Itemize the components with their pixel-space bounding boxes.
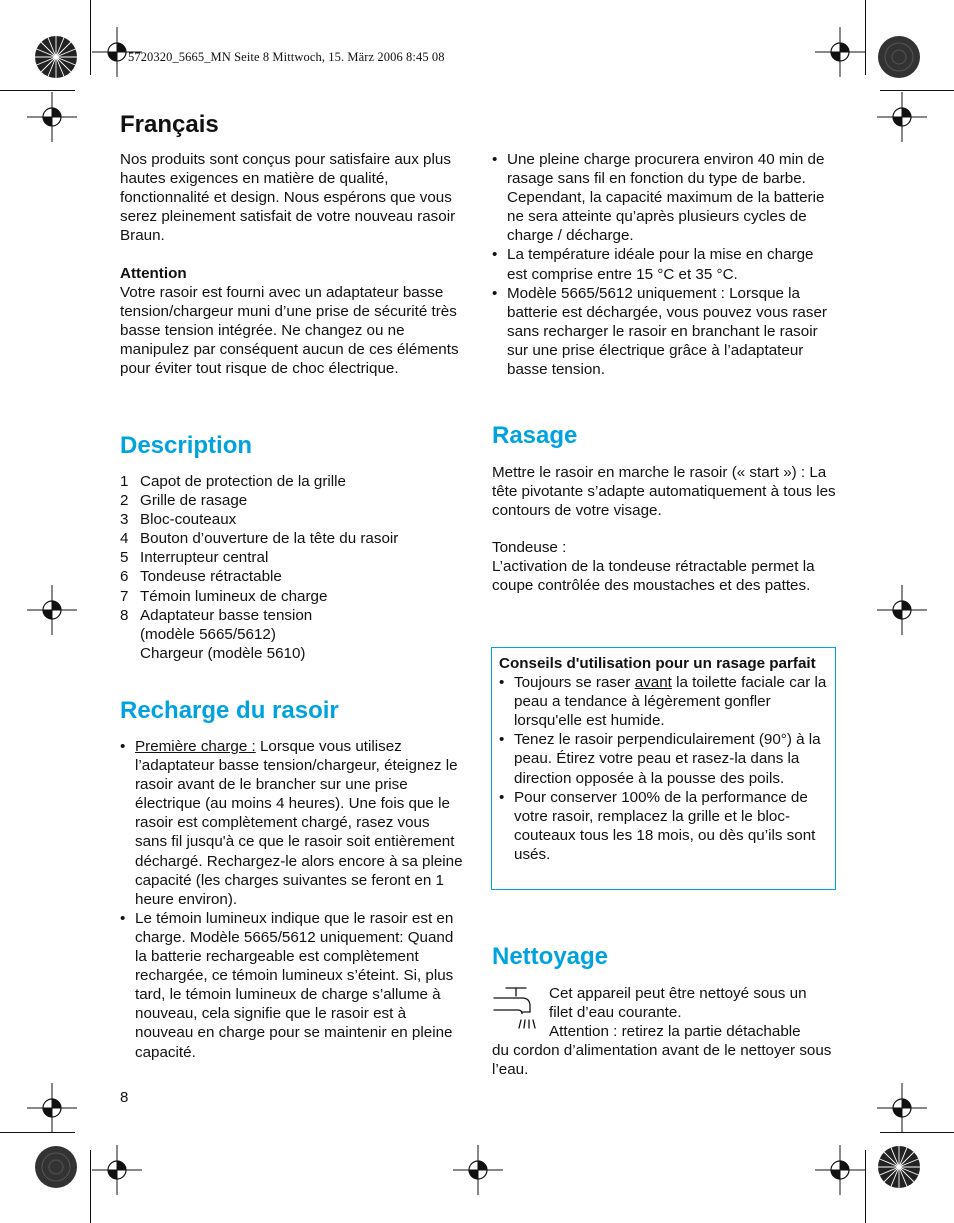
registration-mark	[877, 585, 927, 635]
list-item: • Toujours se raser avant la toilette faciale car la peau a tendance à légèrement gonfler lorsqu'elle est humide.	[499, 674, 827, 730]
starburst-mark	[34, 35, 78, 79]
list-item: 8 Adaptateur basse tension (modèle 5665/5612) Chargeur (modèle 5610)	[120, 606, 313, 662]
crop-line	[865, 0, 866, 75]
registration-mark	[27, 92, 77, 142]
nettoyage-text-indented: Cet appareil peut être nettoyé sous un filet d’eau courante. Attention : retirez la partie détachable	[549, 985, 807, 1041]
tondeuse-text: L’activation de la tondeuse rétractable permet la coupe contrôlée des moustaches et des pattes.	[492, 558, 815, 595]
tondeuse-section	[492, 538, 837, 595]
registration-mark	[27, 1083, 77, 1133]
faucet-icon	[492, 986, 540, 1032]
crop-line	[0, 90, 75, 91]
crop-line	[90, 0, 91, 75]
list-item: • La température idéale pour la mise en charge est comprise entre 15 °C et 35 °C.	[492, 246, 814, 283]
tips-heading: Conseils d'utilisation pour un rasage parfait	[499, 655, 816, 672]
recharge-bullets-right	[492, 150, 837, 379]
recharge-bullets-left	[120, 737, 465, 1062]
crop-line	[880, 90, 954, 91]
list-item: 4 Bouton d’ouverture de la tête du rasoir	[120, 530, 399, 548]
list-item: • Le témoin lumineux indique que le rasoir est en charge. Modèle 5665/5612 uniquement: Quand la batterie rechargeable est complètement rechargée, ce témoin lumineux s’éteint. Si, plus tard, le témoin lumineux de charge s’allume à nouveau, cela signifie que le rasoir est à nouveau en charge pour se maintenir en pleine capacité.	[120, 909, 454, 1061]
registration-mark	[27, 585, 77, 635]
recharge-heading: Recharge du rasoir	[120, 697, 339, 724]
parts-list	[120, 472, 465, 663]
registration-mark	[815, 27, 865, 77]
list-item: • Première charge : Lorsque vous utilisez l’adaptateur basse tension/chargeur, éteignez le rasoir avant de le brancher sur une prise électrique (au moins 4 heures). Une fois que le rasoir est complètement chargé, rasez vous sans fil jusqu'à ce que le rasoir soit entièrement déchargé. Rechargez-le alors encore à sa pleine capacité (les charges suivantes se feront en 1 heure environ).	[120, 738, 463, 908]
list-item: • Modèle 5665/5612 uniquement : Lorsque la batterie est déchargée, vous pouvez vous raser sans recharger le rasoir en branchant le rasoir sur une prise électrique grâce à l’adaptateur basse tension.	[492, 284, 827, 379]
intro-paragraph: Nos produits sont conçus pour satisfaire aux plus hautes exigences en matière de qualité, fonctionnalité et design. Nous espérons que vous serez pleinement satisfait de votre nouveau rasoir Braun.	[120, 151, 456, 245]
list-item: 5 Interrupteur central	[120, 549, 269, 567]
list-item: • Tenez le rasoir perpendiculairement (90°) à la peau. Étirez votre peau et rasez-la dans la direction opposée à la pousse des poils.	[499, 731, 821, 787]
crop-line	[865, 1150, 866, 1223]
rasage-heading: Rasage	[492, 422, 578, 449]
list-item: 6 Tondeuse rétractable	[120, 568, 282, 586]
attention-section	[120, 264, 465, 379]
registration-mark	[815, 1145, 865, 1195]
tondeuse-label: Tondeuse :	[492, 539, 567, 556]
nettoyage-text: du cordon d’alimentation avant de le nettoyer sous l’eau.	[492, 1042, 832, 1079]
description-heading: Description	[120, 432, 253, 459]
page-title: Français	[120, 111, 219, 138]
attention-text: Votre rasoir est fourni avec un adaptateur basse tension/chargeur muni d’une prise de sécurité très basse tension intégrée. Ne changez ou ne manipulez par conséquent aucun de ces éléments pour éviter tout risque de choc électrique.	[120, 284, 459, 378]
crop-line	[90, 1150, 91, 1223]
registration-mark	[453, 1145, 503, 1195]
registration-mark	[877, 92, 927, 142]
rasage-paragraph: Mettre le rasoir en marche le rasoir (« start ») : La tête pivotante s’adapte automatiquement à tous les contours de votre visage.	[492, 464, 836, 520]
attention-heading: Attention	[120, 265, 187, 282]
list-item: 1 Capot de protection de la grille	[120, 473, 347, 490]
registration-mark	[877, 1083, 927, 1133]
list-item: 2 Grille de rasage	[120, 492, 248, 510]
list-item: 7 Témoin lumineux de charge	[120, 587, 328, 605]
tips-box	[491, 647, 836, 890]
registration-mark	[92, 1145, 142, 1195]
list-item: • Pour conserver 100% de la performance de votre rasoir, remplacez la grille et le bloc-couteaux tous les 18 mois, ou dès qu’ils sont usés.	[499, 788, 816, 863]
starburst-mark	[34, 1145, 78, 1189]
list-item: • Une pleine charge procurera environ 40 min de rasage sans fil en fonction du type de barbe. Cependant, la capacité maximum de la batterie ne sera atteinte qu’après plusieurs cycles de charge / décharge.	[492, 151, 825, 245]
page-number: 8	[120, 1089, 129, 1106]
list-item: 3 Bloc-couteaux	[120, 511, 237, 529]
starburst-mark	[877, 35, 921, 79]
nettoyage-heading: Nettoyage	[492, 943, 609, 970]
print-slug: 5720320_5665_MN Seite 8 Mittwoch, 15. März 2006 8:45 08	[128, 50, 445, 64]
starburst-mark	[877, 1145, 921, 1189]
